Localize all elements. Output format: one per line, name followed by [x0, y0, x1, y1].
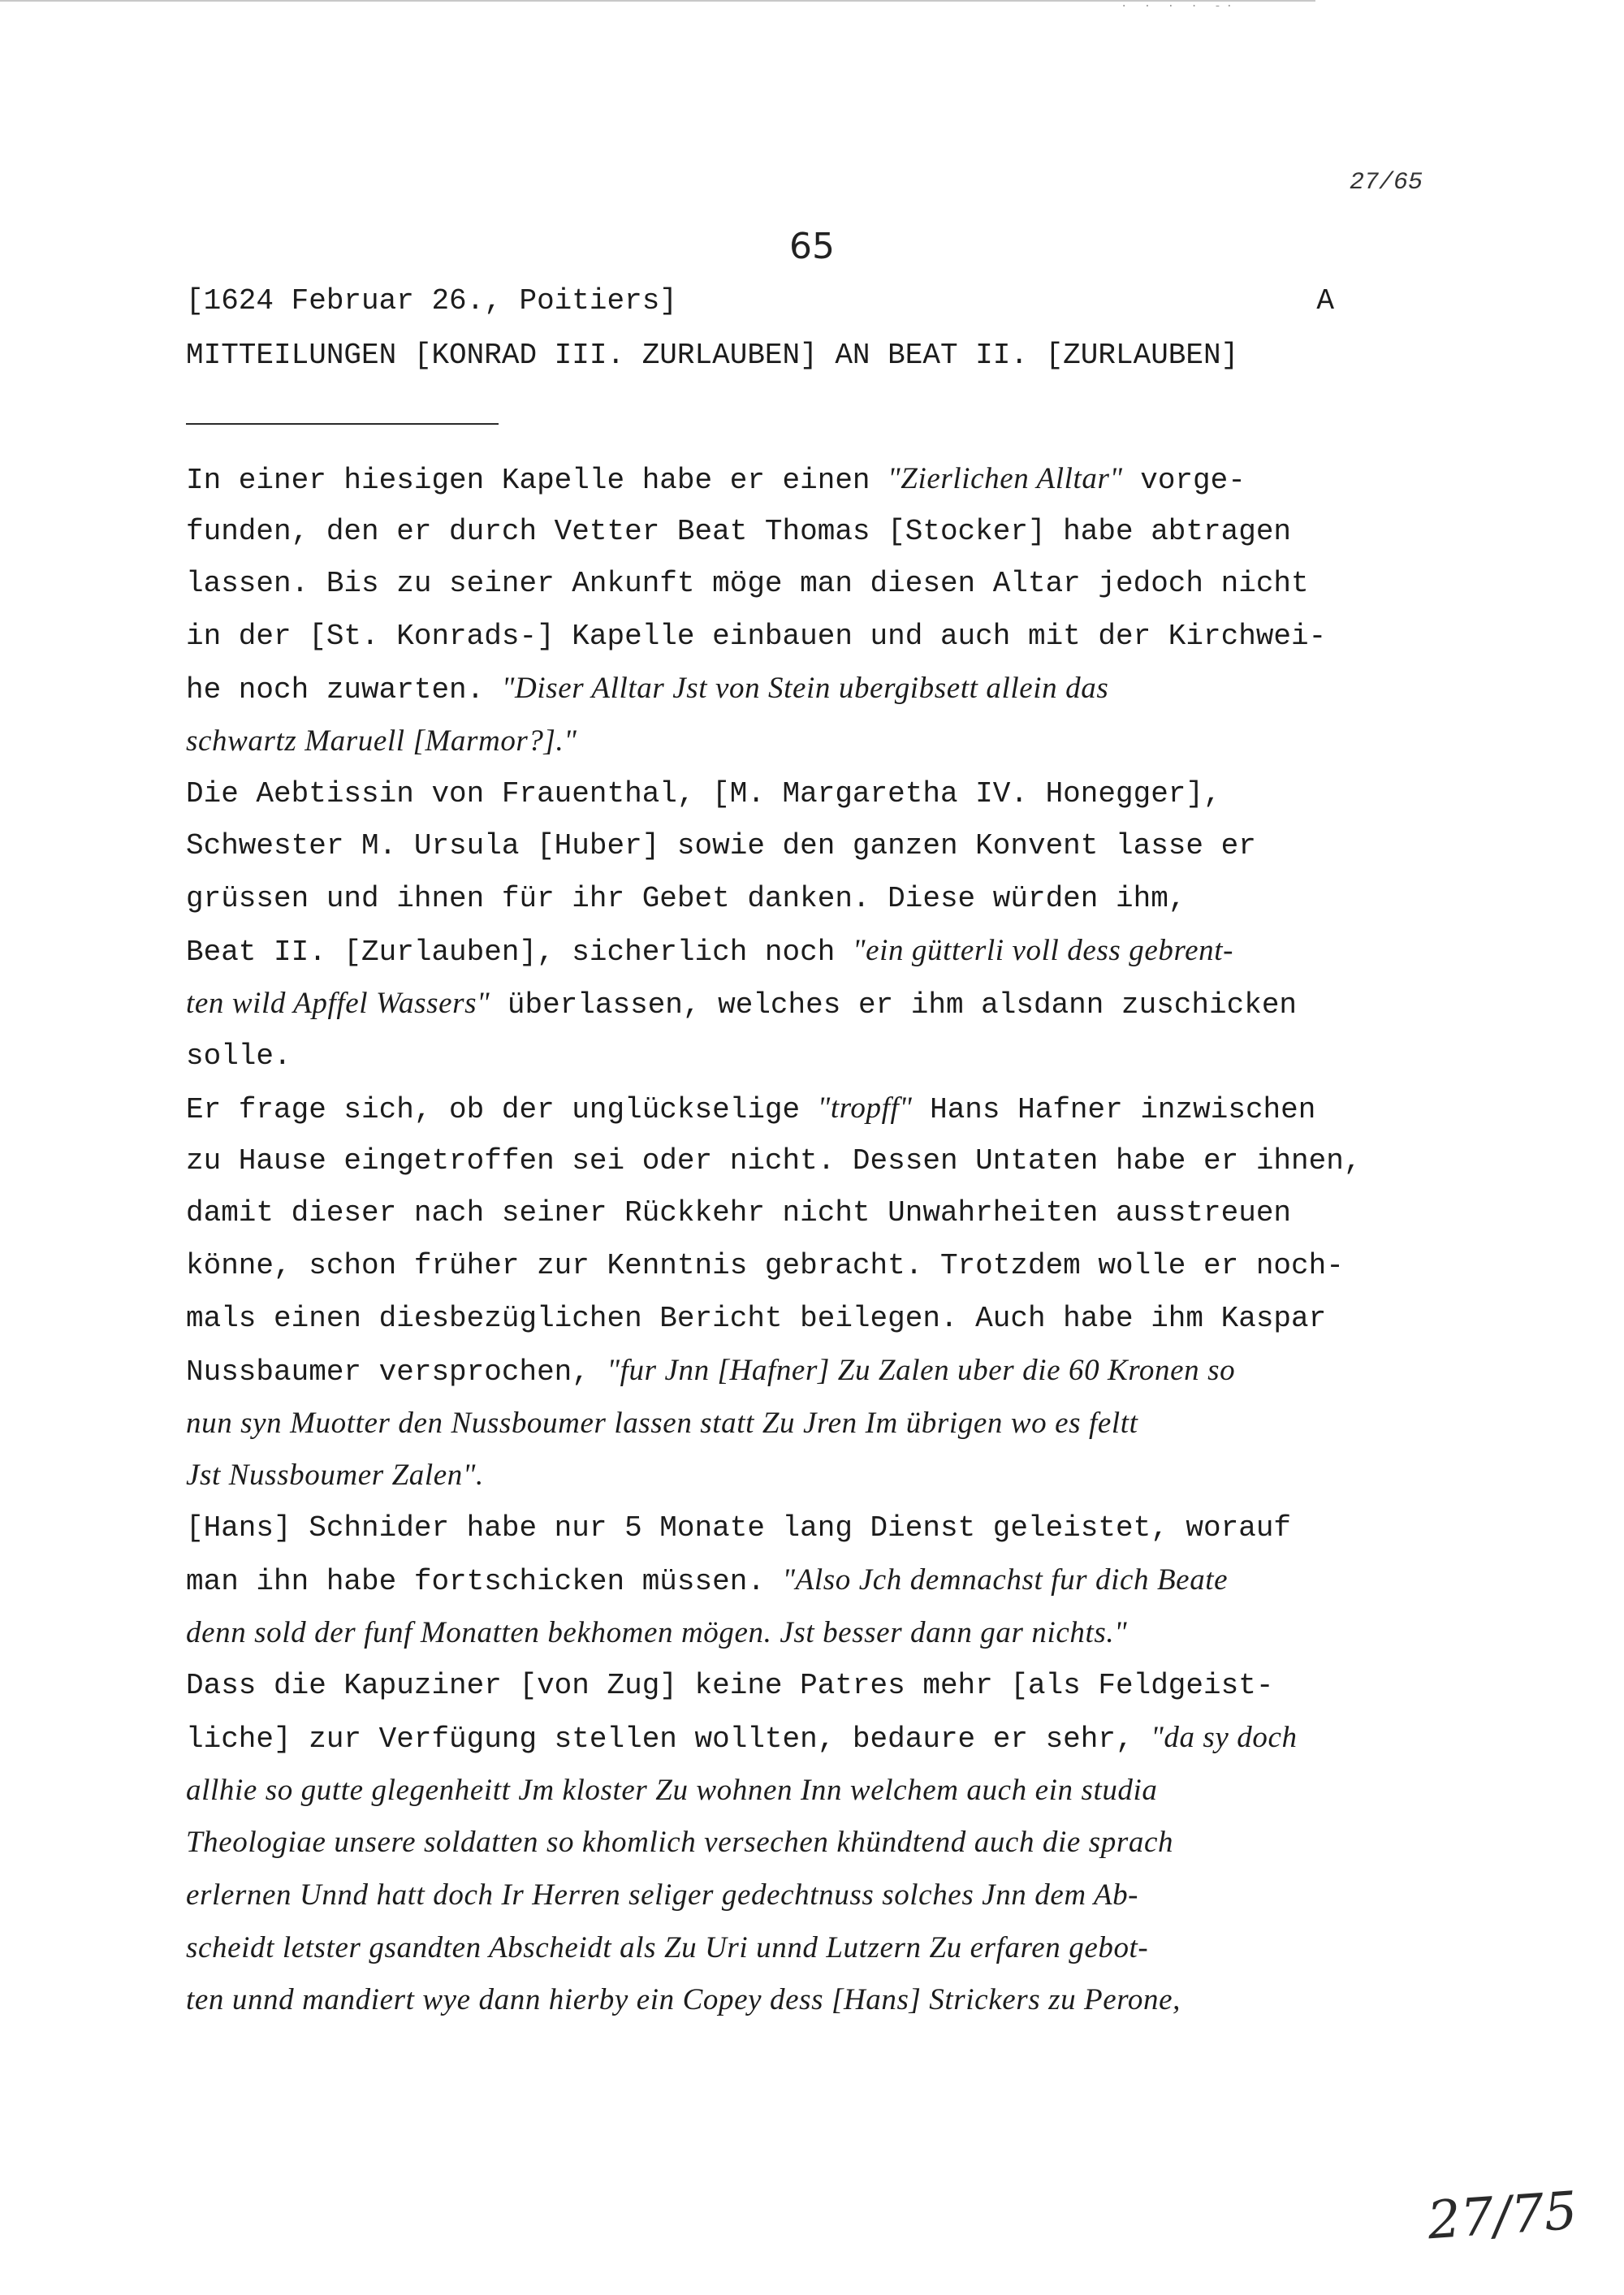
text-line [186, 1922, 1518, 1975]
text-line [186, 925, 1518, 978]
text-line [186, 1502, 1518, 1555]
document-title: MITTEILUNGEN [KONRAD III. ZURLAUBEN] AN BEAT II. [ZURLAUBEN] [186, 339, 1239, 372]
summary-text: In einer hiesigen Kapelle habe er einen [186, 464, 888, 497]
quoted-source-text: "ein gütterli voll dess gebrent- [852, 934, 1233, 968]
text-line [186, 1607, 1518, 1660]
quoted-source-text: "Diser Alltar Jst von Stein ubergibsett allein das [501, 672, 1109, 706]
text-line [186, 1398, 1518, 1450]
text-line [186, 978, 1518, 1031]
text-line [186, 1765, 1518, 1817]
summary-text: damit dieser nach seiner Rückkehr nicht Unwahrheiten ausstreuen [186, 1196, 1292, 1230]
quoted-source-text: schwartz Maruell [Marmor?]." [186, 724, 577, 758]
summary-text: könne, schon früher zur Kenntnis gebracht. Trotzdem wolle er noch- [186, 1248, 1344, 1282]
text-line [186, 1817, 1518, 1869]
quoted-source-text: allhie so gutte glegenheitt Jm kloster Zu wohnen Inn welchem auch ein studia [186, 1773, 1158, 1807]
text-line [186, 1974, 1518, 2027]
quoted-source-text: nun syn Muotter den Nussboumer lassen statt Zu Jren Im übrigen wo es feltt [186, 1406, 1138, 1440]
text-line [186, 611, 1518, 663]
text-line [186, 1031, 1518, 1083]
quoted-source-text: "fur Jnn [Hafner] Zu Zalen uber die 60 Kronen so [607, 1354, 1236, 1388]
summary-text: mals einen diesbezüglichen Bericht beilegen. Auch habe ihm Kaspar [186, 1301, 1327, 1335]
summary-text: Nussbaumer versprochen, [186, 1355, 607, 1390]
summary-text: überlassen, welches er ihm alsdann zuschicken [490, 988, 1298, 1022]
text-line [186, 1554, 1518, 1607]
text-line [186, 820, 1518, 873]
summary-text: he noch zuwarten. [186, 673, 502, 707]
text-line [186, 1083, 1518, 1135]
text-line [186, 1345, 1518, 1398]
quoted-source-text: "tropff" [817, 1091, 913, 1126]
body-text [186, 453, 1518, 2027]
reference-number: 27/65 [1349, 169, 1423, 197]
summary-text: zu Hause eingetroffen sei oder nicht. Dessen Untaten habe er ihnen, [186, 1143, 1362, 1178]
quoted-source-text: erlernen Unnd hatt doch Ir Herren seliger gedechtnuss solches Jnn dem Ab- [186, 1878, 1139, 1912]
quoted-source-text: denn sold der funf Monatten bekhomen mögen. Jst besser dann gar nichts." [186, 1616, 1128, 1650]
text-line [186, 663, 1518, 715]
summary-text: vorge- [1122, 464, 1246, 497]
document-title-line [186, 339, 1344, 372]
scan-edge-line [0, 0, 1315, 2]
quoted-source-text: Jst Nussboumer Zalen". [186, 1459, 484, 1493]
summary-text: Er frage sich, ob der unglückselige [186, 1093, 818, 1127]
quoted-source-text: "Also Jch demnachst fur dich Beate [782, 1563, 1229, 1597]
text-line [186, 1293, 1518, 1346]
date-place-line [186, 284, 1344, 318]
handwritten-page-mark: 27/75 [1425, 2180, 1579, 2252]
summary-text: funden, den er durch Vetter Beat Thomas [Stocker] habe abtragen [186, 514, 1292, 548]
text-line [186, 873, 1518, 926]
summary-text: man ihn habe fortschicken müssen. [186, 1565, 783, 1599]
quoted-source-text: Theologiae unsere soldatten so khomlich versechen khündtend auch die sprach [186, 1826, 1174, 1860]
text-line [186, 506, 1518, 559]
summary-text: lassen. Bis zu seiner Ankunft möge man diesen Altar jedoch nicht [186, 567, 1309, 601]
quoted-source-text: ten wild Apffel Wassers" [186, 986, 490, 1020]
summary-text: liche] zur Verfügung stellen wollten, bedaure er sehr, [186, 1722, 1151, 1757]
text-line [186, 1240, 1518, 1293]
text-line [186, 453, 1518, 506]
summary-text: solle. [186, 1039, 292, 1073]
summary-text: Die Aebtissin von Frauenthal, [M. Margaretha IV. Honegger], [186, 776, 1221, 810]
quoted-source-text: "Zierlichen Alltar" [888, 462, 1123, 495]
summary-text: Hans Hafner inzwischen [912, 1093, 1316, 1127]
summary-text: in der [St. Konrads-] Kapelle einbauen und auch mit der Kirchwei- [186, 619, 1327, 653]
text-line [186, 715, 1518, 768]
summary-text: [Hans] Schnider habe nur 5 Monate lang Dienst geleistet, worauf [186, 1511, 1292, 1545]
text-line [186, 1450, 1518, 1502]
scan-specks: · · · · -· [1121, 0, 1238, 13]
quoted-source-text: "da sy doch [1151, 1721, 1298, 1755]
copy-marker: A [1316, 284, 1334, 318]
quoted-source-text: ten unnd mandiert wye dann hierby ein Copey dess [Hans] Strickers zu Perone, [186, 1983, 1181, 2017]
quoted-source-text: scheidt letster gsandten Abscheidt als Zu Uri unnd Lutzern Zu erfaren gebot- [186, 1930, 1149, 1964]
date-place: [1624 Februar 26., Poitiers] [186, 284, 677, 318]
text-line [186, 1660, 1518, 1713]
text-line [186, 1187, 1518, 1240]
summary-text: grüssen und ihnen für ihr Gebet danken. Diese würden ihm, [186, 881, 1186, 915]
text-line [186, 1712, 1518, 1765]
summary-text: Dass die Kapuziner [von Zug] keine Patres mehr [als Feldgeist- [186, 1668, 1274, 1702]
text-line [186, 1869, 1518, 1922]
document-number: 65 [789, 226, 835, 267]
text-line [186, 768, 1518, 821]
summary-text: Schwester M. Ursula [Huber] sowie den ganzen Konvent lasse er [186, 829, 1256, 863]
text-line [186, 1135, 1518, 1188]
text-line [186, 558, 1518, 611]
header-separator [186, 423, 499, 425]
summary-text: Beat II. [Zurlauben], sicherlich noch [186, 936, 853, 970]
